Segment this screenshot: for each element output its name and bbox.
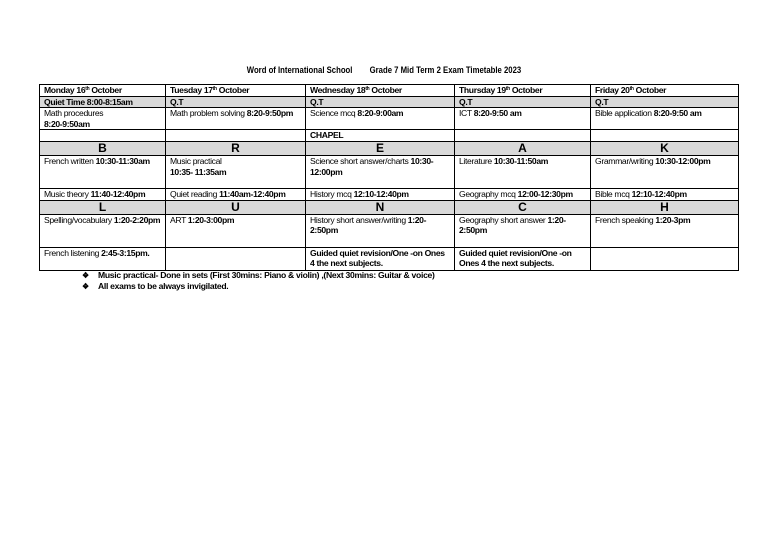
day-header-row	[40, 85, 739, 97]
empty-cell	[166, 130, 306, 142]
exam-cell: History mcq 12:10-12:40pm	[306, 188, 455, 200]
exam-timetable	[39, 84, 739, 271]
chapel-row	[40, 130, 739, 142]
break-letter: K	[591, 141, 739, 155]
lunch-letter: U	[166, 200, 306, 214]
quiet-time-cell: Q.T	[455, 96, 591, 108]
exam-cell: Guided quiet revision/One -on Ones 4 the next subjects.	[306, 247, 455, 270]
exam-cell: Music practical 10:35- 11:35am	[166, 155, 306, 188]
break-row	[40, 141, 739, 155]
exam-cell: Quiet reading 11:40am-12:40pm	[166, 188, 306, 200]
exam-cell: Science mcq 8:20-9:00am	[306, 108, 455, 130]
exam-cell: French written 10:30-11:30am	[40, 155, 166, 188]
quiet-time-cell: Q.T	[306, 96, 455, 108]
empty-cell	[591, 130, 739, 142]
lunch-letter: H	[591, 200, 739, 214]
exam-slot-row-3	[40, 188, 739, 200]
break-letter: B	[40, 141, 166, 155]
exam-slot-row-2	[40, 155, 739, 188]
exam-cell: Bible mcq 12:10-12:40pm	[591, 188, 739, 200]
document-heading	[54, 65, 714, 75]
exam-cell: Music theory 11:40-12:40pm	[40, 188, 166, 200]
note-item	[82, 281, 435, 292]
empty-cell	[591, 247, 739, 270]
break-letter: R	[166, 141, 306, 155]
exam-cell: History short answer/writing 1:20-2:50pm	[306, 214, 455, 247]
exam-cell: Literature 10:30-11:50am	[455, 155, 591, 188]
exam-cell: ICT 8:20-9:50 am	[455, 108, 591, 130]
exam-slot-row-5	[40, 247, 739, 270]
day-header-monday: Monday 16th October	[40, 85, 166, 97]
exam-cell: Geography short answer 1:20-2:50pm	[455, 214, 591, 247]
exam-cell: Grammar/writing 10:30-12:00pm	[591, 155, 739, 188]
exam-cell: Math problem solving 8:20-9:50pm	[166, 108, 306, 130]
note-item	[82, 270, 435, 281]
exam-cell: ART 1:20-3:00pm	[166, 214, 306, 247]
quiet-time-cell: Q.T	[166, 96, 306, 108]
note-text: Music practical- Done in sets (First 30mins: Piano & violin) ,(Next 30mins: Guitar & voice)	[98, 270, 435, 280]
quiet-time-cell: Q.T	[591, 96, 739, 108]
empty-cell	[40, 130, 166, 142]
diamond-bullet-icon: ❖	[82, 282, 89, 291]
lunch-letter: N	[306, 200, 455, 214]
timetable-title: Grade 7 Mid Term 2 Exam Timetable 2023	[369, 65, 522, 75]
quiet-time-cell: Quiet Time 8:00-8:15am	[40, 96, 166, 108]
break-letter: A	[455, 141, 591, 155]
note-text: All exams to be always invigilated.	[98, 281, 229, 291]
day-header-thursday: Thursday 19th October	[455, 85, 591, 97]
timetable-notes	[82, 270, 435, 292]
exam-cell: Spelling/vocabulary 1:20-2:20pm	[40, 214, 166, 247]
school-name: Word of International School	[246, 65, 353, 75]
exam-cell: Bible application 8:20-9:50 am	[591, 108, 739, 130]
empty-cell	[166, 247, 306, 270]
lunch-letter: C	[455, 200, 591, 214]
exam-cell: Geography mcq 12:00-12:30pm	[455, 188, 591, 200]
exam-cell: Guided quiet revision/One -on Ones 4 the next subjects.	[455, 247, 591, 270]
day-header-tuesday: Tuesday 17th October	[166, 85, 306, 97]
empty-cell	[455, 130, 591, 142]
exam-slot-row-4	[40, 214, 739, 247]
quiet-time-row	[40, 96, 739, 108]
exam-slot-row-1	[40, 108, 739, 130]
exam-cell: French listening 2:45-3:15pm.	[40, 247, 166, 270]
lunch-row	[40, 200, 739, 214]
exam-cell: French speaking 1:20-3pm	[591, 214, 739, 247]
day-header-wednesday: Wednesday 18th October	[306, 85, 455, 97]
break-letter: E	[306, 141, 455, 155]
exam-cell: Math procedures 8:20-9:50am	[40, 108, 166, 130]
exam-cell: Science short answer/charts 10:30-12:00pm	[306, 155, 455, 188]
chapel-cell: CHAPEL	[306, 130, 455, 142]
lunch-letter: L	[40, 200, 166, 214]
diamond-bullet-icon: ❖	[82, 271, 89, 280]
day-header-friday: Friday 20th October	[591, 85, 739, 97]
